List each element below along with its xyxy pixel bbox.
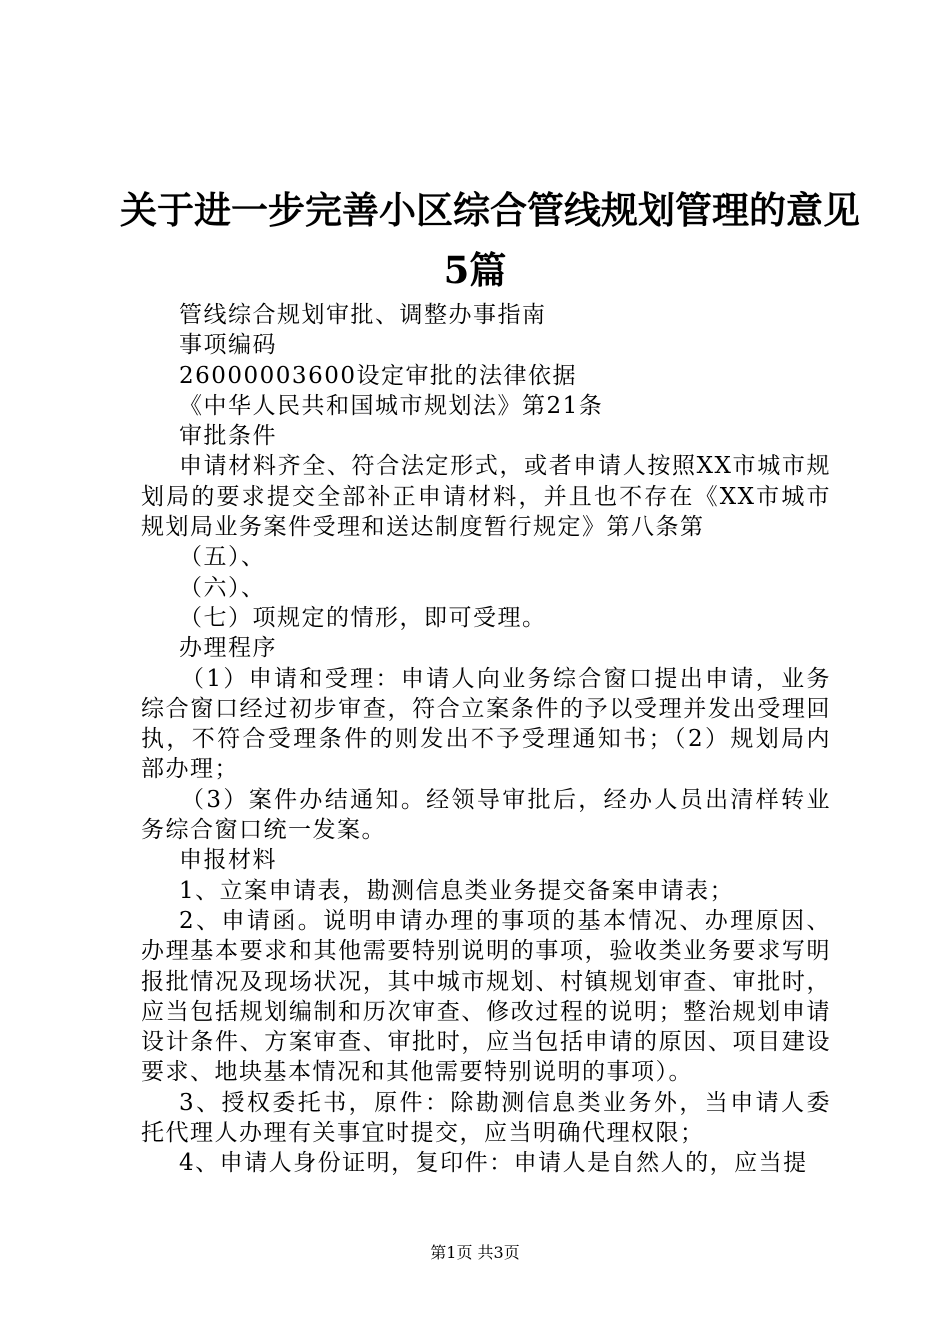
paragraph-guide-title: 管线综合规划审批、调整办事指南 [179, 302, 547, 328]
paragraph-material-3: 3、授权委托书，原件：除勘测信息类业务外，当申请人委托代理人办理有关事宜时提交，应当明确代理权限； [141, 1089, 831, 1147]
document-title: 关于进一步完善小区综合管线规划管理的意见 [120, 188, 860, 232]
paragraph-procedure-step-1-2: （1）申请和受理：申请人向业务综合窗口提出申请，业务综合窗口经过初步审查，符合立案条件的予以受理并发出受理回执，不符合受理条件的则发出不予受理通知书；（2）规划局内部办理； [141, 665, 831, 783]
paragraph-material-1: 1、立案申请表，勘测信息类业务提交备案申请表； [179, 877, 735, 904]
paragraph-item-five: （五）、 [179, 544, 266, 571]
heading-materials: 申报材料 [179, 847, 277, 874]
paragraph-material-4: 4、申请人身份证明，复印件：申请人是自然人的，应当提 [179, 1150, 808, 1177]
document-body [141, 300, 831, 1179]
paragraph-item-code-label: 事项编码 [179, 332, 277, 359]
page-footer: 第1页 共3页 [430, 1243, 520, 1262]
paragraph-item-seven: （七）项规定的情形，即可受理。 [179, 604, 547, 631]
heading-procedure: 办理程序 [179, 635, 277, 662]
paragraph-material-2: 2、申请函。说明申请办理的事项的基本情况、办理原因、办理基本要求和其他需要特别说明的事项，验收类业务要求写明报批情况及现场状况，其中城市规划、村镇规划审查、审批时，应当包括规划编制和历次审查、修改过程的说明；整治规划申请设计条件、方案审查、审批时，应当包括申请的原因、项目建设要求、地块基本情况和其他需要特别说明的事项）。 [141, 907, 831, 1086]
paragraph-procedure-step-3: （3）案件办结通知。经领导审批后，经办人员出清样转业务综合窗口统一发案。 [141, 786, 831, 844]
paragraph-legal-basis: 《中华人民共和国城市规划法》第21条 [179, 392, 604, 419]
paragraph-item-code: 26000003600设定审批的法律依据 [179, 362, 577, 389]
paragraph-item-six: （六）、 [179, 574, 266, 601]
document-title-continued: 5篇 [443, 248, 507, 292]
paragraph-approval-conditions: 申请材料齐全、符合法定形式，或者申请人按照XX市城市规划局的要求提交全部补正申请材料，并且也不存在《XX市城市规划局业务案件受理和送达制度暂行规定》第八条第 [141, 453, 831, 541]
heading-approval-conditions: 审批条件 [179, 423, 277, 450]
